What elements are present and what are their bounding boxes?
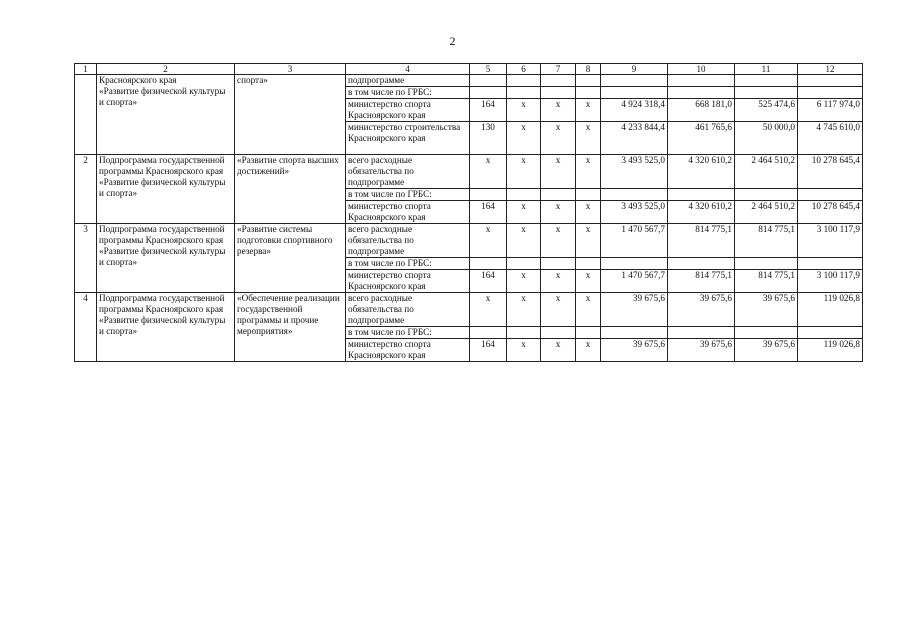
- target-cell: х: [541, 270, 576, 293]
- type-cell: х: [576, 122, 601, 155]
- description-cell: в том числе по ГРБС:: [346, 327, 470, 339]
- table-row: [75, 155, 863, 189]
- program-cell: Красноярского края «Развитие физической культуры и спорта»: [97, 75, 235, 155]
- grbs-code-cell: х: [470, 155, 507, 189]
- amount-cell: [601, 258, 668, 270]
- amount-cell: 39 675,6: [668, 293, 735, 327]
- description-cell: министерство строительства Красноярского края: [346, 122, 470, 155]
- target-cell: х: [541, 201, 576, 224]
- section-cell: х: [507, 224, 541, 258]
- program-cell: Подпрограмма государственной программы Красноярского края «Развитие физической культуры и спорта»: [97, 293, 235, 362]
- column-header: 7: [541, 64, 576, 75]
- target-cell: [541, 327, 576, 339]
- total-cell: 119 026,8: [798, 339, 863, 362]
- type-cell: х: [576, 155, 601, 189]
- amount-cell: [735, 327, 798, 339]
- amount-cell: [601, 189, 668, 201]
- grbs-code-cell: [470, 327, 507, 339]
- section-cell: х: [507, 293, 541, 327]
- total-cell: [798, 75, 863, 87]
- type-cell: [576, 75, 601, 87]
- amount-cell: [668, 327, 735, 339]
- table-row: [75, 293, 863, 327]
- target-cell: х: [541, 224, 576, 258]
- description-cell: министерство спорта Красноярского края: [346, 99, 470, 122]
- type-cell: [576, 87, 601, 99]
- grbs-code-cell: [470, 189, 507, 201]
- row-number-cell: 3: [75, 224, 97, 293]
- column-header: 8: [576, 64, 601, 75]
- page-number: 2: [449, 34, 456, 48]
- section-cell: х: [507, 122, 541, 155]
- total-cell: [798, 189, 863, 201]
- amount-cell: 3 493 525,0: [601, 155, 668, 189]
- grbs-code-cell: 164: [470, 339, 507, 362]
- amount-cell: [601, 75, 668, 87]
- row-number-cell: 2: [75, 155, 97, 224]
- amount-cell: [735, 75, 798, 87]
- grbs-code-cell: [470, 75, 507, 87]
- column-header: 9: [601, 64, 668, 75]
- row-number-cell: [75, 75, 97, 155]
- amount-cell: 39 675,6: [601, 339, 668, 362]
- amount-cell: [735, 189, 798, 201]
- description-cell: всего расходные обязательства по подпрограмме: [346, 224, 470, 258]
- section-cell: [507, 258, 541, 270]
- section-cell: [507, 87, 541, 99]
- amount-cell: [668, 87, 735, 99]
- total-cell: 10 278 645,4: [798, 201, 863, 224]
- grbs-code-cell: [470, 87, 507, 99]
- amount-cell: [735, 258, 798, 270]
- program-cell: Подпрограмма государственной программы Красноярского края «Развитие физической культуры и спорта»: [97, 224, 235, 293]
- target-cell: х: [541, 99, 576, 122]
- section-cell: [507, 189, 541, 201]
- grbs-code-cell: х: [470, 293, 507, 327]
- section-cell: [507, 327, 541, 339]
- subprogram-name-cell: «Обеспечение реализации государственной программы и прочие мероприятия»: [235, 293, 346, 362]
- subprogram-name-cell: спорта»: [235, 75, 346, 155]
- amount-cell: 814 775,1: [735, 224, 798, 258]
- amount-cell: 814 775,1: [735, 270, 798, 293]
- section-cell: х: [507, 99, 541, 122]
- amount-cell: [601, 327, 668, 339]
- column-header: 1: [75, 64, 97, 75]
- type-cell: х: [576, 339, 601, 362]
- target-cell: [541, 189, 576, 201]
- total-cell: 10 278 645,4: [798, 155, 863, 189]
- section-cell: х: [507, 155, 541, 189]
- description-cell: министерство спорта Красноярского края: [346, 201, 470, 224]
- grbs-code-cell: 164: [470, 99, 507, 122]
- row-number-cell: 4: [75, 293, 97, 362]
- amount-cell: 4 924 318,4: [601, 99, 668, 122]
- amount-cell: 4 320 610,2: [668, 201, 735, 224]
- grbs-code-cell: 130: [470, 122, 507, 155]
- column-header: 5: [470, 64, 507, 75]
- column-header: 10: [668, 64, 735, 75]
- amount-cell: 525 474,6: [735, 99, 798, 122]
- amount-cell: 4 320 610,2: [668, 155, 735, 189]
- section-cell: х: [507, 339, 541, 362]
- type-cell: х: [576, 293, 601, 327]
- amount-cell: 50 000,0: [735, 122, 798, 155]
- type-cell: [576, 327, 601, 339]
- section-cell: х: [507, 270, 541, 293]
- total-cell: 4 745 610,0: [798, 122, 863, 155]
- type-cell: х: [576, 224, 601, 258]
- amount-cell: 3 493 525,0: [601, 201, 668, 224]
- target-cell: х: [541, 155, 576, 189]
- total-cell: [798, 87, 863, 99]
- type-cell: [576, 258, 601, 270]
- grbs-code-cell: 164: [470, 201, 507, 224]
- description-cell: подпрограмме: [346, 75, 470, 87]
- amount-cell: 2 464 510,2: [735, 155, 798, 189]
- amount-cell: [735, 87, 798, 99]
- column-header: 6: [507, 64, 541, 75]
- target-cell: [541, 258, 576, 270]
- description-cell: министерство спорта Красноярского края: [346, 270, 470, 293]
- amount-cell: 39 675,6: [668, 339, 735, 362]
- target-cell: х: [541, 339, 576, 362]
- total-cell: 119 026,8: [798, 293, 863, 327]
- amount-cell: 4 233 844,4: [601, 122, 668, 155]
- description-cell: министерство спорта Красноярского края: [346, 339, 470, 362]
- column-number-row: [75, 64, 863, 75]
- table-row: [75, 75, 863, 87]
- subprogram-name-cell: «Развитие системы подготовки спортивного резерва»: [235, 224, 346, 293]
- table-row: [75, 224, 863, 258]
- amount-cell: [668, 189, 735, 201]
- description-cell: всего расходные обязательства по подпрограмме: [346, 293, 470, 327]
- program-cell: Подпрограмма государственной программы Красноярского края «Развитие физической культуры и спорта»: [97, 155, 235, 224]
- section-cell: х: [507, 201, 541, 224]
- grbs-code-cell: 164: [470, 270, 507, 293]
- subprogram-name-cell: «Развитие спорта высших достижений»: [235, 155, 346, 224]
- target-cell: [541, 75, 576, 87]
- amount-cell: [668, 258, 735, 270]
- amount-cell: 461 765,6: [668, 122, 735, 155]
- amount-cell: 39 675,6: [601, 293, 668, 327]
- type-cell: [576, 189, 601, 201]
- target-cell: х: [541, 293, 576, 327]
- description-cell: в том числе по ГРБС:: [346, 258, 470, 270]
- total-cell: 6 117 974,0: [798, 99, 863, 122]
- amount-cell: 39 675,6: [735, 293, 798, 327]
- grbs-code-cell: х: [470, 224, 507, 258]
- budget-table: [74, 63, 863, 362]
- type-cell: х: [576, 99, 601, 122]
- amount-cell: 668 181,0: [668, 99, 735, 122]
- total-cell: 3 100 117,9: [798, 224, 863, 258]
- total-cell: 3 100 117,9: [798, 270, 863, 293]
- type-cell: х: [576, 270, 601, 293]
- amount-cell: [601, 87, 668, 99]
- amount-cell: 1 470 567,7: [601, 270, 668, 293]
- total-cell: [798, 258, 863, 270]
- grbs-code-cell: [470, 258, 507, 270]
- amount-cell: [668, 75, 735, 87]
- column-header: 2: [97, 64, 235, 75]
- description-cell: в том числе по ГРБС:: [346, 189, 470, 201]
- amount-cell: 1 470 567,7: [601, 224, 668, 258]
- amount-cell: 2 464 510,2: [735, 201, 798, 224]
- target-cell: [541, 87, 576, 99]
- amount-cell: 814 775,1: [668, 270, 735, 293]
- total-cell: [798, 327, 863, 339]
- description-cell: всего расходные обязательства по подпрограмме: [346, 155, 470, 189]
- description-cell: в том числе по ГРБС:: [346, 87, 470, 99]
- column-header: 4: [346, 64, 470, 75]
- column-header: 11: [735, 64, 798, 75]
- column-header: 3: [235, 64, 346, 75]
- section-cell: [507, 75, 541, 87]
- target-cell: х: [541, 122, 576, 155]
- amount-cell: 814 775,1: [668, 224, 735, 258]
- amount-cell: 39 675,6: [735, 339, 798, 362]
- column-header: 12: [798, 64, 863, 75]
- type-cell: х: [576, 201, 601, 224]
